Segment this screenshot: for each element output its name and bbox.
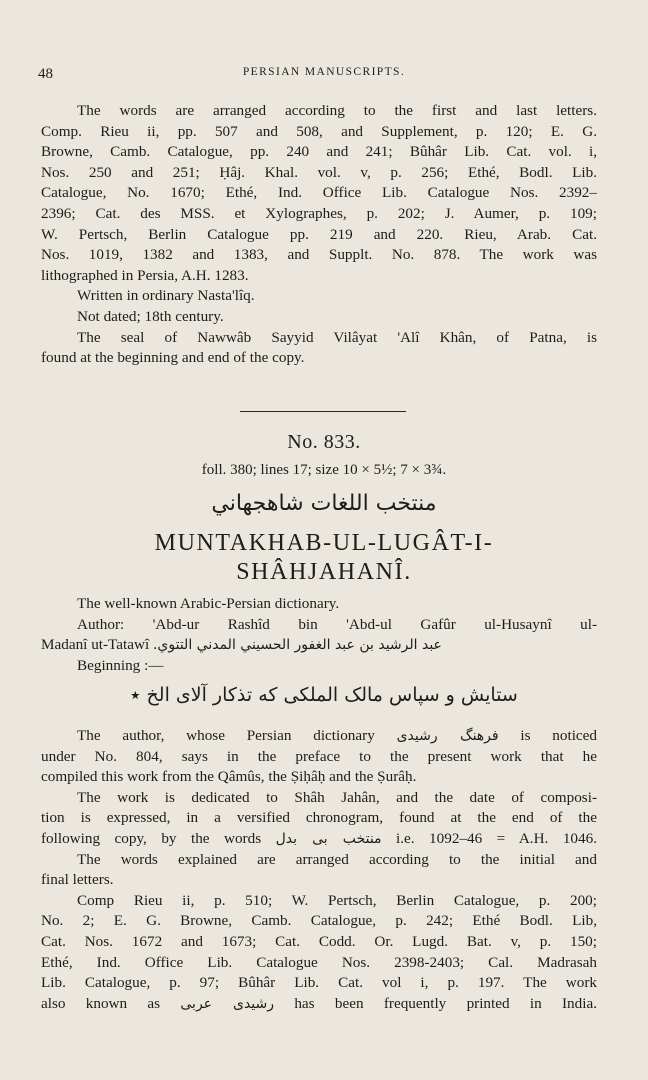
author-name-latin: Madanî ut-Tatawî [41,636,150,654]
text-line: The seal of Nawwâb Sayyid Vilâyat 'Alî Khân, of Patna, is [77,328,597,346]
collation: foll. 380; lines 17; size 10 × 5½; 7 × 3¾. [201,462,447,478]
entry-number: No. 833. [287,431,361,453]
text-line: 2396; Cat. des MSS. et Xylographes, p. 202; J. Aumer, p. 109; [41,204,597,222]
text-line: found at the beginning and end of the copy. [41,349,305,367]
text-line: under No. 804, says in the preface to the present work that he [41,747,597,765]
text-line [41,994,597,1015]
arabic-inline: رشیدی عربی [180,995,275,1012]
text-line: Author: 'Abd-ur Rashîd bin 'Abd-ul Gafûr ul-Husaynî ul- [77,615,597,633]
text-line: The words explained are arranged according to the initial and [77,850,597,868]
text-line: W. Pertsch, Berlin Catalogue pp. 219 and 220. Rieu, Arab. Cat. [41,225,597,243]
arabic-inline: منتخب بی بدل [275,830,382,847]
text-line: Lib. Catalogue, p. 97; Bûhâr Lib. Cat. vol i, p. 197. The work [41,974,597,992]
running-title: PERSIAN MANUSCRIPTS. [242,66,406,78]
entry-title-line1: MUNTAKHAB-UL-LUGÂT-I- [154,530,494,556]
text-line: Cat. Nos. 1672 and 1673; Cat. Codd. Or. Lugd. Bat. v, p. 150; [41,932,597,950]
text-line: Comp Rieu ii, p. 510; W. Pertsch, Berlin Catalogue, p. 200; [77,891,597,909]
text-line: The work is dedicated to Shâh Jahân, and the date of composi- [77,788,597,806]
text-span: following copy, by the words [41,829,262,847]
previous-entry-text [41,101,597,369]
entry-body [41,726,597,1014]
text-line: Written in ordinary Nasta'lîq. [77,287,255,305]
text-line: No. 2; E. G. Browne, Camb. Catalogue, p. 242; Ethé Bodl. Lib, [41,912,597,930]
text-span: has been frequently printed in India. [294,994,598,1012]
beginning-arabic-quote: ستایش و سپاس مالک الملکی که تذکار آلای الخ ٭ [130,684,518,706]
text-span: is noticed [520,727,598,744]
text-span: i.e. 1092–46 = A.H. 1046. [396,829,598,847]
text-line: Ethé, Ind. Office Lib. Catalogue Nos. 2398-2403; Cal. Madrasah [41,953,597,971]
text-line: Catalogue, No. 1670; Ethé, Ind. Office Lib. Catalogue Nos. 2392– [41,184,597,202]
text-line [41,635,597,656]
author-name-arabic: عبد الرشيد بن عبد الغفور الحسيني المدني التتوي. [152,637,442,654]
text-line: The well-known Arabic-Persian dictionary. [77,595,340,612]
text-line: lithographed in Persia, A.H. 1283. [41,266,249,284]
text-line: final letters. [41,871,114,889]
text-span: The author, whose Persian dictionary [77,727,375,744]
arabic-inline: فرهنگ رشیدی [396,728,499,744]
text-line: The words are arranged according to the first and last letters. [77,102,597,119]
entry-title-line2: SHÂHJAHANÎ. [236,559,412,585]
text-line: Nos. 250 and 251; Ḥâj. Khal. vol. v, p. 256; Ethé, Bodl. Lib. [41,163,597,181]
page-number: 48 [38,66,53,82]
text-line [41,726,597,747]
text-line: Nos. 1019, 1382 and 1383, and Supplt. No. 878. The work was [41,246,597,264]
arabic-title: منتخب اللغات شاهجهاني [211,491,437,516]
text-line: Not dated; 18th century. [77,307,224,325]
text-line: Browne, Camb. Catalogue, pp. 240 and 241; Bûhâr Lib. Cat. vol. i, [41,143,597,161]
text-line: tion is expressed, in a versified chronogram, found at the end of the [41,809,597,827]
text-line: Comp. Rieu ii, pp. 507 and 508, and Supplement, p. 120; E. G. [41,122,597,140]
text-line: compiled this work from the Qâmûs, the Ṣiḥâḥ and the Ṣurâḥ. [41,768,417,786]
text-span: also known as [41,994,161,1012]
section-divider [240,411,406,412]
text-line: Beginning :— [77,656,164,674]
entry-description [41,594,597,676]
text-line [41,829,597,850]
